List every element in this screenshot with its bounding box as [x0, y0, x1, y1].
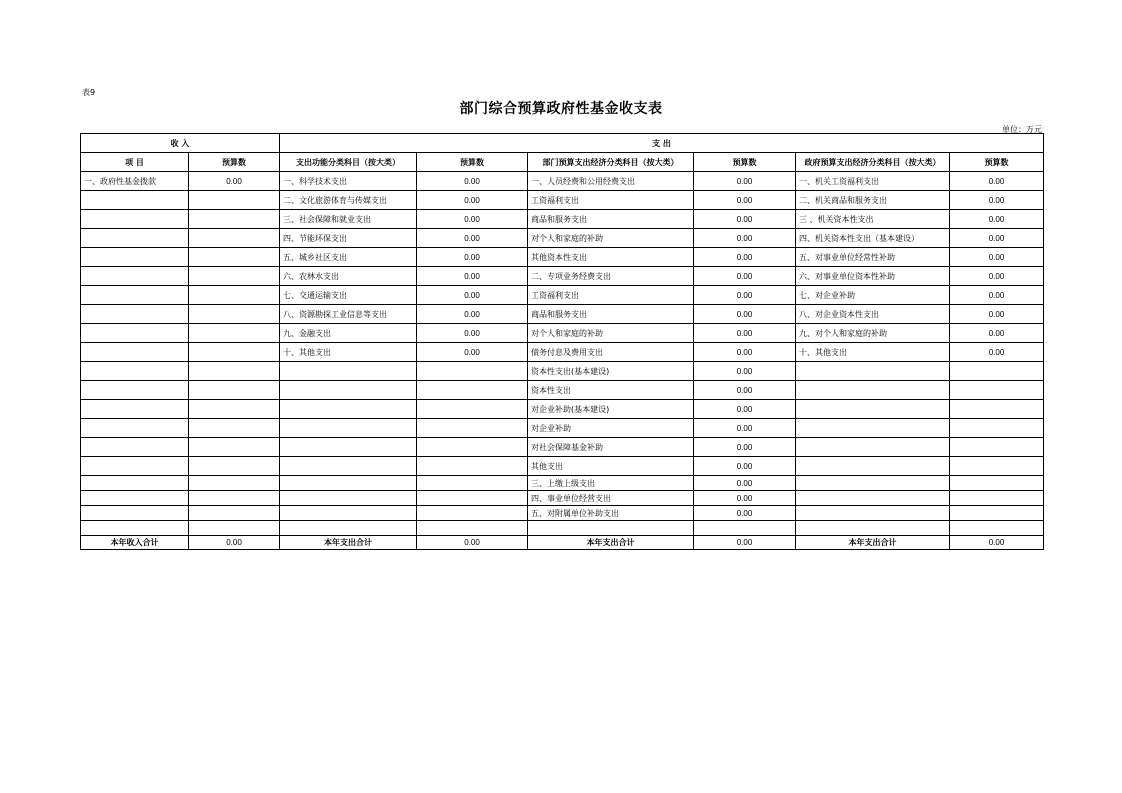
item-cell [81, 362, 189, 381]
item-cell [280, 506, 417, 521]
item-cell [81, 343, 189, 362]
item-cell [81, 491, 189, 506]
item-cell: 四、事业单位经营支出 [528, 491, 694, 506]
item-cell [796, 491, 950, 506]
amount-cell: 0.00 [417, 210, 528, 229]
item-cell [81, 457, 189, 476]
item-cell: 工资福利支出 [528, 286, 694, 305]
amount-cell [189, 248, 280, 267]
amount-cell [950, 491, 1044, 506]
item-cell: 二、专项业务经费支出 [528, 267, 694, 286]
amount-cell [417, 438, 528, 457]
item-cell [81, 324, 189, 343]
amount-cell: 0.00 [417, 343, 528, 362]
item-cell: 工资福利支出 [528, 191, 694, 210]
amount-cell [189, 476, 280, 491]
amount-cell: 0.00 [950, 191, 1044, 210]
item-cell [81, 438, 189, 457]
amount-cell: 0.00 [417, 172, 528, 191]
table-number: 表9 [82, 88, 96, 97]
table-row [81, 438, 1044, 457]
item-cell: 商品和服务支出 [528, 305, 694, 324]
amount-cell [189, 457, 280, 476]
item-cell: 二、机关商品和服务支出 [796, 191, 950, 210]
amount-cell [189, 438, 280, 457]
amount-cell: 0.00 [950, 267, 1044, 286]
amount-cell: 0.00 [950, 305, 1044, 324]
amount-cell [417, 506, 528, 521]
item-cell: 对个人和家庭的补助 [528, 229, 694, 248]
item-cell: 资本性支出(基本建设) [528, 362, 694, 381]
table-row [81, 267, 1044, 286]
table-row [81, 210, 1044, 229]
item-cell [796, 476, 950, 491]
amount-cell: 0.00 [694, 248, 796, 267]
table-row [81, 362, 1044, 381]
table-row [81, 172, 1044, 191]
amount-cell [189, 191, 280, 210]
amount-cell: 0.00 [694, 210, 796, 229]
item-cell [796, 521, 950, 536]
table-row [81, 381, 1044, 400]
amount-cell: 0.00 [694, 286, 796, 305]
amount-cell: 0.00 [694, 381, 796, 400]
total-label-cell: 本年支出合计 [796, 536, 950, 550]
amount-cell [189, 324, 280, 343]
total-amount-cell: 0.00 [417, 536, 528, 550]
table-row [81, 400, 1044, 419]
totals-row [81, 536, 1044, 550]
amount-cell: 0.00 [950, 286, 1044, 305]
total-label-cell: 本年支出合计 [280, 536, 417, 550]
amount-cell: 0.00 [694, 491, 796, 506]
item-cell: 十、其他支出 [796, 343, 950, 362]
amount-cell [189, 267, 280, 286]
total-amount-cell: 0.00 [189, 536, 280, 550]
item-cell: 对社会保障基金补助 [528, 438, 694, 457]
item-cell: 其他支出 [528, 457, 694, 476]
amount-cell: 0.00 [950, 248, 1044, 267]
item-cell: 三 、机关资本性支出 [796, 210, 950, 229]
item-cell [796, 419, 950, 438]
item-cell [280, 476, 417, 491]
amount-cell: 0.00 [694, 343, 796, 362]
total-label-cell: 本年支出合计 [528, 536, 694, 550]
amount-cell: 0.00 [417, 286, 528, 305]
amount-cell: 0.00 [950, 229, 1044, 248]
item-cell: 一、机关工资福利支出 [796, 172, 950, 191]
amount-cell: 0.00 [694, 324, 796, 343]
item-cell [81, 381, 189, 400]
amount-cell: 0.00 [694, 476, 796, 491]
amount-cell [189, 419, 280, 438]
item-cell: 商品和服务支出 [528, 210, 694, 229]
item-cell: 资本性支出 [528, 381, 694, 400]
column-header: 部门预算支出经济分类科目（按大类） [528, 153, 694, 172]
item-cell: 八、资源勘探工业信息等支出 [280, 305, 417, 324]
amount-cell [417, 419, 528, 438]
item-cell [280, 457, 417, 476]
column-header: 预算数 [417, 153, 528, 172]
amount-cell [189, 305, 280, 324]
item-cell [280, 521, 417, 536]
table-row [81, 476, 1044, 491]
amount-cell: 0.00 [694, 172, 796, 191]
amount-cell: 0.00 [417, 229, 528, 248]
item-cell: 六、对事业单位资本性补助 [796, 267, 950, 286]
item-cell: 四、节能环保支出 [280, 229, 417, 248]
table-row [81, 229, 1044, 248]
item-cell: 其他资本性支出 [528, 248, 694, 267]
item-cell [81, 267, 189, 286]
amount-cell: 0.00 [694, 400, 796, 419]
item-cell: 对企业补助(基本建设) [528, 400, 694, 419]
amount-cell [189, 343, 280, 362]
table-row [81, 343, 1044, 362]
income-section-header: 收 入 [81, 134, 280, 153]
amount-cell: 0.00 [694, 457, 796, 476]
budget-table [80, 133, 1044, 550]
item-cell: 九、对个人和家庭的补助 [796, 324, 950, 343]
table-row [81, 491, 1044, 506]
amount-cell: 0.00 [694, 419, 796, 438]
amount-cell [950, 362, 1044, 381]
amount-cell [189, 521, 280, 536]
item-cell: 五、对事业单位经常性补助 [796, 248, 950, 267]
table-row [81, 248, 1044, 267]
item-cell: 一、政府性基金拨款 [81, 172, 189, 191]
amount-cell [189, 381, 280, 400]
amount-cell [189, 491, 280, 506]
item-cell [81, 476, 189, 491]
amount-cell: 0.00 [417, 324, 528, 343]
item-cell [81, 229, 189, 248]
item-cell [81, 191, 189, 210]
table-row [81, 324, 1044, 343]
item-cell: 十、其他支出 [280, 343, 417, 362]
item-cell [280, 381, 417, 400]
item-cell: 二、文化旅游体育与传媒支出 [280, 191, 417, 210]
amount-cell [950, 400, 1044, 419]
amount-cell: 0.00 [950, 172, 1044, 191]
amount-cell [189, 362, 280, 381]
item-cell [796, 506, 950, 521]
unit-label: 单位：万元 [1002, 125, 1042, 134]
amount-cell: 0.00 [189, 172, 280, 191]
item-cell [280, 400, 417, 419]
amount-cell [950, 457, 1044, 476]
total-amount-cell: 0.00 [950, 536, 1044, 550]
amount-cell [417, 362, 528, 381]
item-cell [280, 362, 417, 381]
item-cell [280, 438, 417, 457]
item-cell: 债务付息及费用支出 [528, 343, 694, 362]
item-cell: 一、人员经费和公用经费支出 [528, 172, 694, 191]
item-cell [81, 305, 189, 324]
column-header: 预算数 [694, 153, 796, 172]
item-cell [796, 457, 950, 476]
amount-cell [417, 400, 528, 419]
amount-cell [417, 491, 528, 506]
amount-cell: 0.00 [417, 305, 528, 324]
item-cell [528, 521, 694, 536]
item-cell: 四、机关资本性支出（基本建设） [796, 229, 950, 248]
item-cell [81, 506, 189, 521]
amount-cell [950, 381, 1044, 400]
table-row [81, 506, 1044, 521]
table-row [81, 191, 1044, 210]
table-row [81, 521, 1044, 536]
item-cell: 七、对企业补助 [796, 286, 950, 305]
item-cell: 一、科学技术支出 [280, 172, 417, 191]
item-cell [280, 491, 417, 506]
amount-cell [950, 438, 1044, 457]
total-amount-cell: 0.00 [694, 536, 796, 550]
item-cell [796, 362, 950, 381]
amount-cell [950, 476, 1044, 491]
amount-cell: 0.00 [417, 267, 528, 286]
amount-cell: 0.00 [694, 229, 796, 248]
table-row [81, 457, 1044, 476]
column-header: 政府预算支出经济分类科目（按大类） [796, 153, 950, 172]
amount-cell: 0.00 [694, 506, 796, 521]
amount-cell: 0.00 [417, 191, 528, 210]
amount-cell [417, 457, 528, 476]
amount-cell: 0.00 [950, 324, 1044, 343]
amount-cell [950, 506, 1044, 521]
amount-cell [189, 400, 280, 419]
page-title: 部门综合预算政府性基金收支表 [459, 101, 663, 117]
amount-cell: 0.00 [950, 343, 1044, 362]
amount-cell [694, 521, 796, 536]
column-header: 项 目 [81, 153, 189, 172]
item-cell: 对企业补助 [528, 419, 694, 438]
amount-cell: 0.00 [417, 248, 528, 267]
item-cell [81, 286, 189, 305]
item-cell [81, 248, 189, 267]
column-header: 预算数 [950, 153, 1044, 172]
amount-cell [189, 506, 280, 521]
amount-cell: 0.00 [694, 305, 796, 324]
item-cell [796, 400, 950, 419]
amount-cell: 0.00 [950, 210, 1044, 229]
amount-cell [189, 229, 280, 248]
column-header: 预算数 [189, 153, 280, 172]
column-header-row [81, 153, 1044, 172]
item-cell: 五、对附属单位补助支出 [528, 506, 694, 521]
item-cell: 八、对企业资本性支出 [796, 305, 950, 324]
amount-cell [417, 381, 528, 400]
item-cell: 五、城乡社区支出 [280, 248, 417, 267]
amount-cell [189, 286, 280, 305]
table-row [81, 305, 1044, 324]
item-cell: 六、农林水支出 [280, 267, 417, 286]
item-cell [796, 438, 950, 457]
amount-cell: 0.00 [694, 362, 796, 381]
amount-cell: 0.00 [694, 267, 796, 286]
item-cell [796, 381, 950, 400]
table-row [81, 286, 1044, 305]
item-cell: 三、上缴上级支出 [528, 476, 694, 491]
amount-cell: 0.00 [694, 191, 796, 210]
item-cell: 对个人和家庭的补助 [528, 324, 694, 343]
amount-cell [950, 521, 1044, 536]
item-cell [81, 400, 189, 419]
item-cell [280, 419, 417, 438]
item-cell: 七、交通运输支出 [280, 286, 417, 305]
item-cell [81, 521, 189, 536]
table-row [81, 419, 1044, 438]
amount-cell [950, 419, 1044, 438]
item-cell: 三、社会保障和就业支出 [280, 210, 417, 229]
item-cell [81, 419, 189, 438]
column-header: 支出功能分类科目（按大类） [280, 153, 417, 172]
amount-cell [417, 521, 528, 536]
total-label-cell: 本年收入合计 [81, 536, 189, 550]
expense-section-header: 支 出 [280, 134, 1044, 153]
item-cell [81, 210, 189, 229]
amount-cell [189, 210, 280, 229]
section-header-row [81, 134, 1044, 153]
amount-cell: 0.00 [694, 438, 796, 457]
amount-cell [417, 476, 528, 491]
item-cell: 九、金融支出 [280, 324, 417, 343]
